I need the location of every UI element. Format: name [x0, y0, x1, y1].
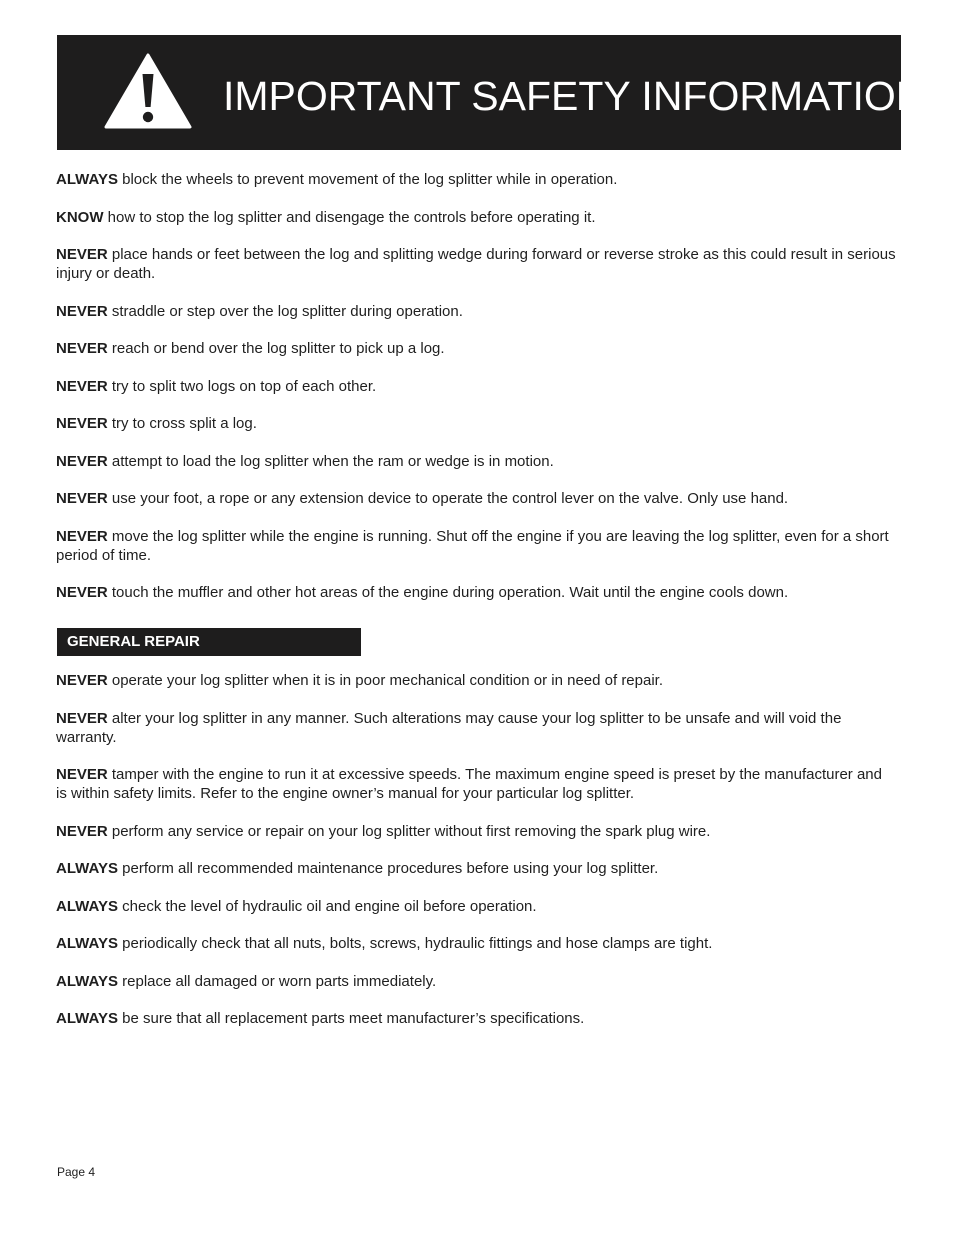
- rule-keyword: NEVER: [56, 672, 108, 689]
- rule-item: [56, 339, 896, 358]
- rule-item: [56, 859, 896, 878]
- rule-item: [56, 765, 896, 803]
- rule-item: [56, 527, 896, 565]
- rule-item: [56, 377, 896, 396]
- rule-text: perform all recommended maintenance procedures before using your log splitter.: [117, 860, 659, 877]
- rule-text: touch the muffler and other hot areas of the engine during operation. Wait until the engine cools down.: [107, 584, 789, 601]
- rule-text: operate your log splitter when it is in poor mechanical condition or in need of repair.: [107, 672, 664, 689]
- warning-triangle-icon: [104, 52, 192, 130]
- rule-text: try to cross split a log.: [107, 415, 257, 432]
- rule-keyword: ALWAYS: [56, 171, 118, 188]
- rule-item: [56, 709, 896, 747]
- rule-item: [56, 245, 896, 283]
- rule-text: reach or bend over the log splitter to pick up a log.: [107, 340, 445, 357]
- rule-text: periodically check that all nuts, bolts, screws, hydraulic fittings and hose clamps are tight.: [117, 935, 713, 952]
- rule-keyword: NEVER: [56, 584, 108, 601]
- section-header-general-repair: [57, 628, 361, 656]
- rule-text: be sure that all replacement parts meet manufacturer’s specifications.: [117, 1010, 585, 1027]
- rule-text: tamper with the engine to run it at excessive speeds. The maximum engine speed is preset by the manufacturer and is within safety limits. Refer to the engine owner’s manual for your particular log splitter.: [56, 766, 882, 802]
- rule-item: [56, 934, 896, 953]
- rule-text: attempt to load the log splitter when the ram or wedge is in motion.: [107, 452, 554, 470]
- safety-banner: [57, 35, 926, 150]
- rule-keyword: ALWAYS: [56, 935, 118, 952]
- rule-item: [56, 414, 896, 433]
- rule-keyword: NEVER: [56, 527, 108, 545]
- rule-text: block the wheels to prevent movement of the log splitter while in operation.: [117, 171, 618, 188]
- rule-item: [56, 583, 896, 602]
- rule-keyword: NEVER: [56, 415, 108, 432]
- rule-item: [56, 972, 896, 991]
- rule-text: perform any service or repair on your log splitter without first removing the spark plug wire.: [107, 822, 711, 840]
- operation-rules-list: [56, 170, 896, 621]
- rule-keyword: NEVER: [56, 452, 108, 470]
- rule-keyword: ALWAYS: [56, 860, 118, 877]
- rule-text: alter your log splitter in any manner. Such alterations may cause your log splitter to be unsafe and will void the warranty.: [56, 709, 842, 746]
- rule-text: place hands or feet between the log and splitting wedge during forward or reverse stroke as this could result in serious injury or death.: [56, 246, 896, 282]
- section-title: GENERAL REPAIR: [67, 633, 200, 650]
- rule-keyword: ALWAYS: [56, 972, 118, 990]
- rule-keyword: ALWAYS: [56, 1010, 118, 1027]
- rule-text: how to stop the log splitter and disengage the controls before operating it.: [103, 208, 596, 226]
- rule-text: check the level of hydraulic oil and engine oil before operation.: [117, 897, 537, 915]
- rule-item: [56, 489, 896, 508]
- page-title: IMPORTANT SAFETY INFORMATION: [223, 73, 926, 119]
- rule-keyword: KNOW: [56, 208, 104, 226]
- rule-keyword: NEVER: [56, 340, 108, 357]
- rule-item: [56, 302, 896, 321]
- rule-item: [56, 452, 896, 471]
- rule-item: [56, 897, 896, 916]
- general-repair-rules-list: [56, 671, 896, 1047]
- rule-item: [56, 1009, 896, 1028]
- rule-keyword: ALWAYS: [56, 897, 118, 915]
- rule-keyword: NEVER: [56, 822, 108, 840]
- rule-keyword: NEVER: [56, 490, 108, 507]
- rule-item: [56, 671, 896, 690]
- rule-keyword: NEVER: [56, 766, 108, 783]
- rule-text: try to split two logs on top of each other.: [107, 377, 377, 395]
- rule-text: move the log splitter while the engine is running. Shut off the engine if you are leaving the log splitter, even for a short period of time.: [56, 527, 889, 564]
- rule-keyword: NEVER: [56, 377, 108, 395]
- rule-item: [56, 822, 896, 841]
- rule-keyword: NEVER: [56, 302, 108, 320]
- rule-text: use your foot, a rope or any extension device to operate the control lever on the valve. Only use hand.: [107, 490, 789, 507]
- rule-item: [56, 208, 896, 227]
- rule-item: [56, 170, 896, 189]
- rule-keyword: NEVER: [56, 709, 108, 727]
- rule-text: straddle or step over the log splitter during operation.: [107, 302, 463, 320]
- page-number: Page 4: [57, 1165, 96, 1179]
- rule-keyword: NEVER: [56, 246, 108, 263]
- rule-text: replace all damaged or worn parts immediately.: [117, 972, 437, 990]
